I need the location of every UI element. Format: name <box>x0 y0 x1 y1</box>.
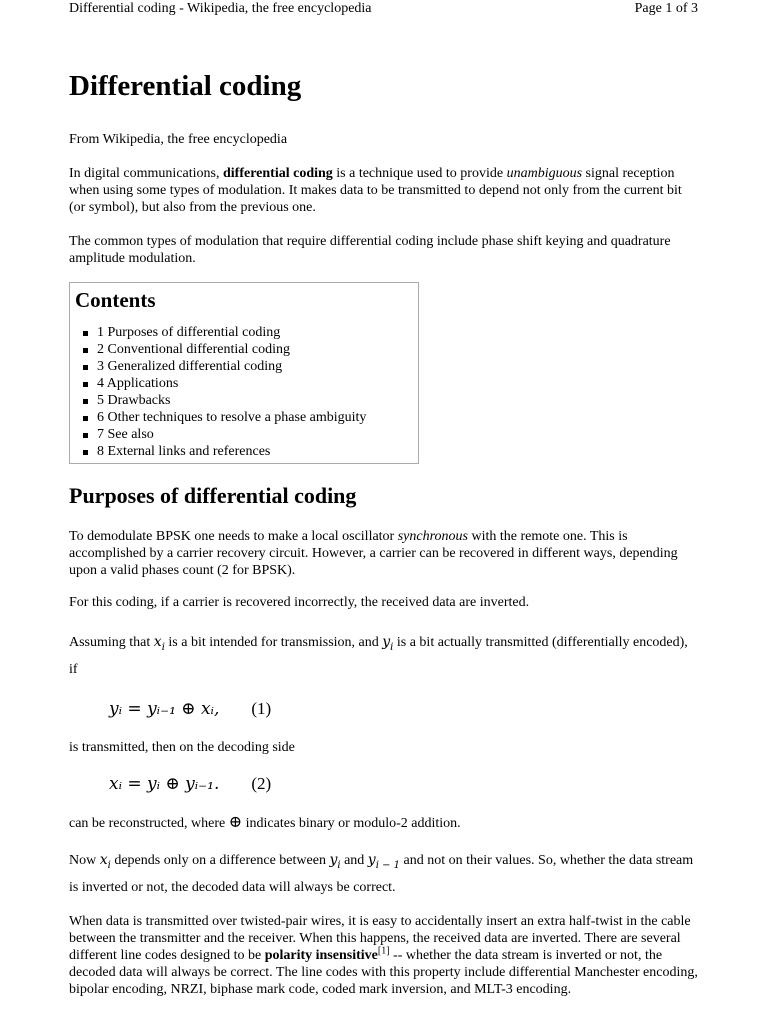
toc-link[interactable]: 1 Purposes of differential coding <box>97 325 281 340</box>
header-title: Differential coding - Wikipedia, the free encyclopedia <box>69 1 372 16</box>
toc-item[interactable] <box>97 341 418 358</box>
text: Assuming that <box>69 635 154 650</box>
toc-link[interactable]: 5 Drawbacks <box>97 393 171 408</box>
equation-2 <box>109 772 699 796</box>
xor-symbol: ⊕ <box>228 813 243 831</box>
toc-item[interactable] <box>97 426 418 443</box>
math-x: $x_i$ <box>153 634 165 653</box>
text: -- whether the data stream is inverted or not, the decoded data will always be correct. The line codes with this property include differential Manchester encoding, bipolar encoding, NRZI, biphase mark code, coded mark inversion, and MLT-3 encoding. <box>69 947 698 997</box>
page-number: Page 1 of 3 <box>634 1 698 16</box>
toc-item[interactable] <box>97 392 418 409</box>
section-paragraph <box>69 913 699 998</box>
section-paragraph: is transmitted, then on the decoding side <box>69 739 295 755</box>
intro-text: In digital communications, <box>69 166 223 181</box>
text: indicates binary or modulo-2 addition. <box>242 815 461 831</box>
unambiguous-link[interactable]: unambiguous <box>506 166 583 181</box>
text: can be reconstructed, where <box>69 815 229 831</box>
math-x: $x_i$ <box>99 851 111 871</box>
table-of-contents <box>69 282 419 464</box>
text: is a bit actually transmitted (differentially encoded), if <box>69 635 688 677</box>
term-bold: differential coding <box>222 166 333 181</box>
page-title: Differential coding <box>69 70 302 102</box>
toc-item[interactable] <box>97 409 418 426</box>
math-y: $y_i$ <box>329 851 341 871</box>
text: and not on their values. So, whether the data stream is inverted or not, the decoded data will always be correct. <box>69 852 694 895</box>
equation-1 <box>109 697 699 721</box>
equation-body: yᵢ = yᵢ₋₁ ⊕ xᵢ, <box>109 698 220 719</box>
toc-item[interactable] <box>97 375 418 392</box>
toc-link[interactable]: 4 Applications <box>97 376 179 391</box>
section-paragraph <box>69 528 699 579</box>
toc-link[interactable]: 8 External links and references <box>97 444 271 459</box>
toc-link[interactable]: 2 Conventional differential coding <box>97 342 290 357</box>
toc-item[interactable] <box>97 358 418 375</box>
math-y-prev: $y_{i - 1}$ <box>367 851 401 871</box>
text: is a bit intended for transmission, and <box>164 635 383 650</box>
text: When data is transmitted over twisted-pair wires, it is easy to accidentally insert an extra half-twist in the cable between the transmitter and the receiver. When this happens, the received data are inverted. There are several different line codes designed to be <box>69 913 691 963</box>
section-paragraph <box>69 849 699 899</box>
intro-text: signal reception when using some types of modulation. It makes data to be transmitted to depend not only from the current bit (or symbol), but also from the previous one. <box>69 166 682 215</box>
toc-item[interactable] <box>97 324 418 341</box>
intro-paragraph-1 <box>69 165 699 216</box>
math-y: $y_i$ <box>382 634 394 653</box>
section-heading: Purposes of differential coding <box>69 483 357 508</box>
section-paragraph: For this coding, if a carrier is recovered incorrectly, the received data are inverted. <box>69 595 530 610</box>
text: depends only on a difference between <box>110 852 330 868</box>
text: Now <box>69 852 100 868</box>
term-italic: synchronous <box>397 529 468 544</box>
intro-text: is a technique used to provide <box>332 166 507 181</box>
text: and <box>340 852 368 868</box>
intro-paragraph-2: The common types of modulation that require differential coding include phase shift keying and quadrature amplitude modulation. <box>69 234 671 266</box>
toc-link[interactable]: 6 Other techniques to resolve a phase ambiguity <box>97 410 367 425</box>
equation-body: xᵢ = yᵢ ⊕ yᵢ₋₁. <box>109 773 220 794</box>
section-paragraph <box>69 631 699 681</box>
equation-number: (1) <box>251 698 272 718</box>
citation-link[interactable]: [1] <box>377 944 390 956</box>
article <box>69 66 699 1013</box>
subtitle: From Wikipedia, the free encyclopedia <box>69 132 288 147</box>
term-bold: polarity insensitive <box>264 947 378 963</box>
equation-number: (2) <box>251 773 272 793</box>
toc-link[interactable]: 7 See also <box>97 427 154 442</box>
toc-list <box>75 324 418 460</box>
text: To demodulate BPSK one needs to make a local oscillator <box>69 529 398 544</box>
text: with the remote one. This is accomplished by a carrier recovery circuit. However, a carrier can be recovered in different ways, depending upon a valid phases count (2 for BPSK). <box>69 529 678 578</box>
toc-item[interactable] <box>97 443 418 460</box>
page-header <box>69 0 698 20</box>
section-paragraph <box>69 814 699 832</box>
toc-title: Contents <box>75 288 156 312</box>
toc-link[interactable]: 3 Generalized differential coding <box>97 359 283 374</box>
